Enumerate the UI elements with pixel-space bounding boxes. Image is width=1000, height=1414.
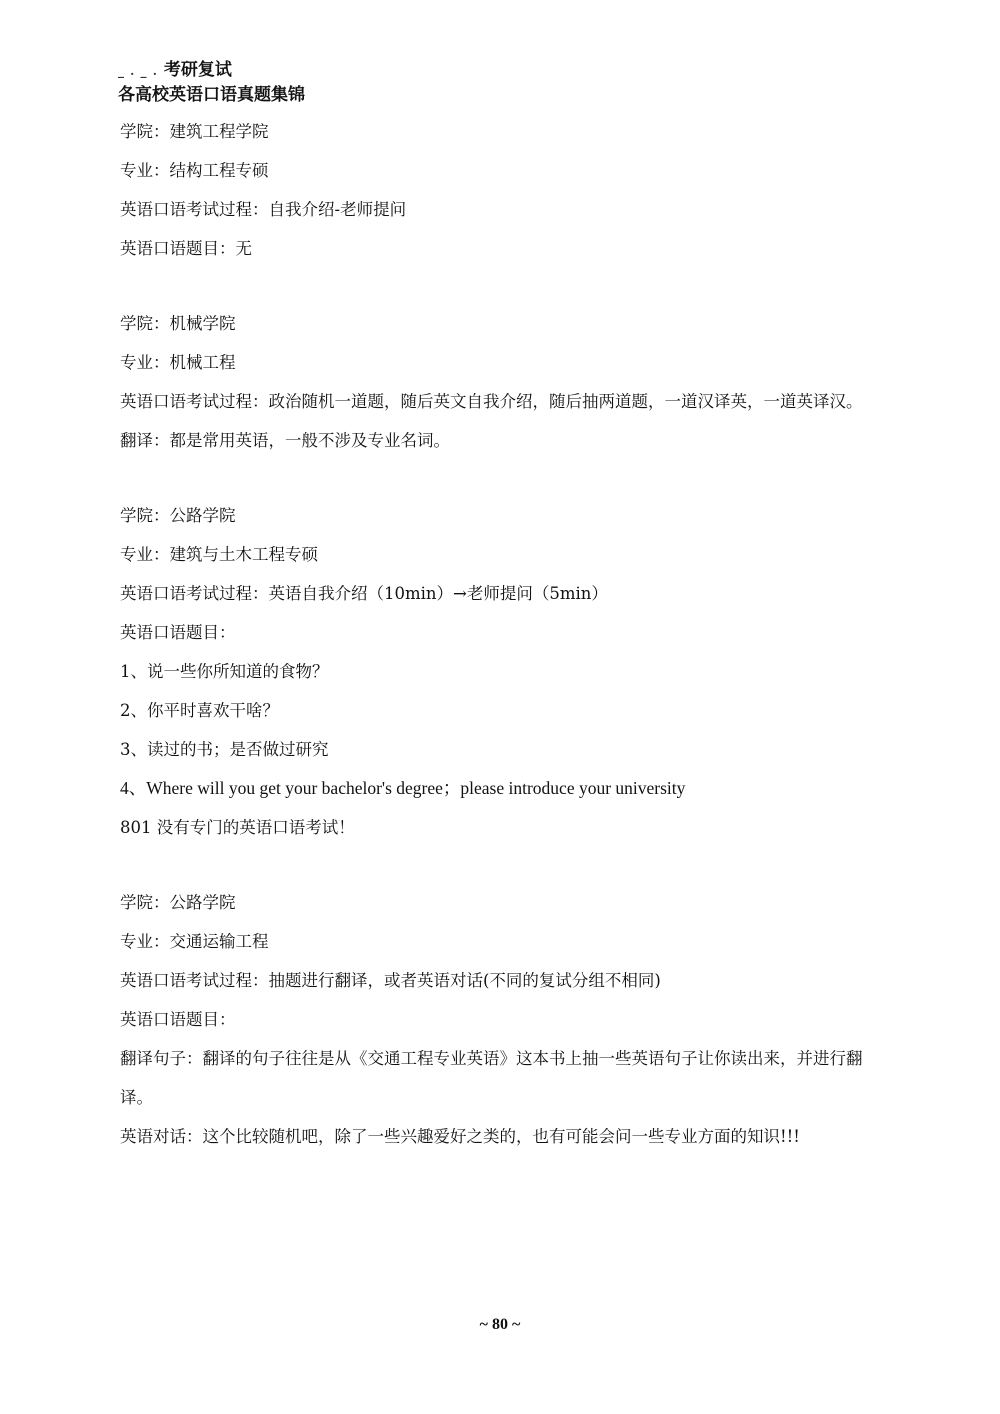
entry-dialogue: 英语对话：这个比较随机吧，除了一些兴趣爱好之类的，也有可能会问一些专业方面的知识!!! <box>120 1127 800 1146</box>
entry-college: 学院：机械学院 <box>120 314 236 333</box>
entry-major: 专业：建筑与土木工程专硕 <box>120 545 318 564</box>
entry-college: 学院：公路学院 <box>120 506 236 525</box>
entry-2 <box>120 304 882 460</box>
entry-major: 专业：结构工程专硕 <box>120 161 269 180</box>
entry-process: 英语口语考试过程：英语自我介绍（10min）→老师提问（5min） <box>120 584 608 603</box>
header-marks: _ . _ . <box>118 63 158 78</box>
entry-topics-label: 英语口语题目： <box>120 623 236 642</box>
entry-3 <box>120 496 882 847</box>
header-title: 考研复试 <box>163 60 232 80</box>
document-body <box>120 112 882 1156</box>
entry-4 <box>120 883 882 1156</box>
page-number: ~ 80 ~ <box>479 1316 521 1333</box>
entry-process: 英语口语考试过程：政治随机一道题，随后英文自我介绍，随后抽两道题，一道汉译英，一道英译汉。 <box>120 392 863 411</box>
question-item: 3、读过的书；是否做过研究 <box>120 740 329 759</box>
spacer <box>120 460 882 496</box>
question-item: 4、Where will you get your bachelor's degree；please introduce your university <box>120 778 686 798</box>
entry-1 <box>120 112 882 268</box>
entry-topics-label: 英语口语题目：无 <box>120 239 252 258</box>
entry-process: 英语口语考试过程：抽题进行翻译，或者英语对话(不同的复试分组不相同) <box>120 971 661 990</box>
entry-note: 801 没有专门的英语口语考试！ <box>120 818 355 837</box>
header-subtitle: 各高校英语口语真题集锦 <box>118 84 305 105</box>
entry-major: 专业：交通运输工程 <box>120 932 269 951</box>
entry-translation: 翻译句子：翻译的句子往往是从《交通工程专业英语》这本书上抽一些英语句子让你读出来，并进行翻译。 <box>120 1049 863 1107</box>
header-line-1 <box>118 58 305 83</box>
entry-process: 英语口语考试过程：自我介绍-老师提问 <box>120 200 407 219</box>
entry-college: 学院：建筑工程学院 <box>120 122 269 141</box>
spacer <box>120 268 882 304</box>
entry-college: 学院：公路学院 <box>120 893 236 912</box>
entry-major: 专业：机械工程 <box>120 353 236 372</box>
spacer <box>120 847 882 883</box>
question-item: 2、你平时喜欢干啥？ <box>120 701 279 720</box>
entry-note: 翻译：都是常用英语，一般不涉及专业名词。 <box>120 431 450 450</box>
page-header <box>118 58 305 107</box>
question-item: 1、说一些你所知道的食物？ <box>120 662 329 681</box>
entry-topics-label: 英语口语题目： <box>120 1010 236 1029</box>
